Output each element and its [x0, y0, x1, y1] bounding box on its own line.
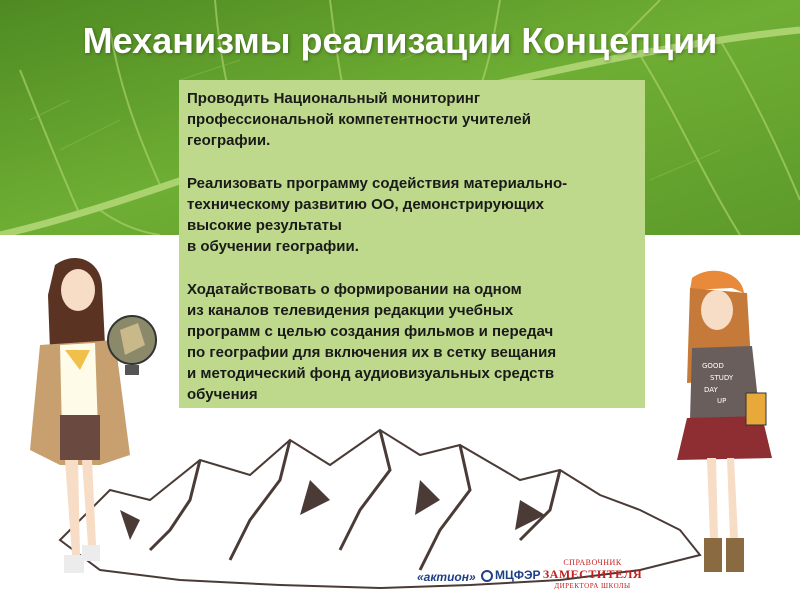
right-girl-illustration — [672, 268, 782, 588]
sweatshirt-text: GOOD — [702, 362, 724, 370]
mechanism-item: Ходатайствовать о формировании на одном из каналов телевидения редакции учебных программ с целью создания фильмов и передач по географии для включения их в сетку вещания и методический фонд аудиовизуальных средств обучения — [187, 281, 557, 403]
concept-mechanisms-textbox — [179, 80, 645, 408]
sponsor-logos — [415, 560, 655, 594]
mcfer-circle-icon — [481, 570, 493, 582]
svg-text:UP: UP — [717, 397, 727, 405]
spravochnik-logo: СПРАВОЧНИК ЗАМЕСТИТЕЛЯ ДИРЕКТОРА ШКОЛЫ — [542, 558, 643, 590]
aktion-logo: «актион» — [417, 570, 476, 584]
svg-text:DAY: DAY — [704, 386, 718, 394]
mechanism-item: Реализовать программу содействия материально- техническому развитию ОО, демонстрирующих высокие результаты в обучении географии. — [187, 175, 568, 255]
left-girl-illustration — [20, 255, 160, 595]
mechanism-item: Проводить Национальный мониторинг профессиональной компетентности учителей географии. — [187, 90, 531, 149]
mcfer-logo: МЦФЭР — [481, 568, 541, 582]
slide-title: Механизмы реализации Концепции — [82, 20, 718, 61]
svg-text:STUDY: STUDY — [710, 374, 734, 382]
